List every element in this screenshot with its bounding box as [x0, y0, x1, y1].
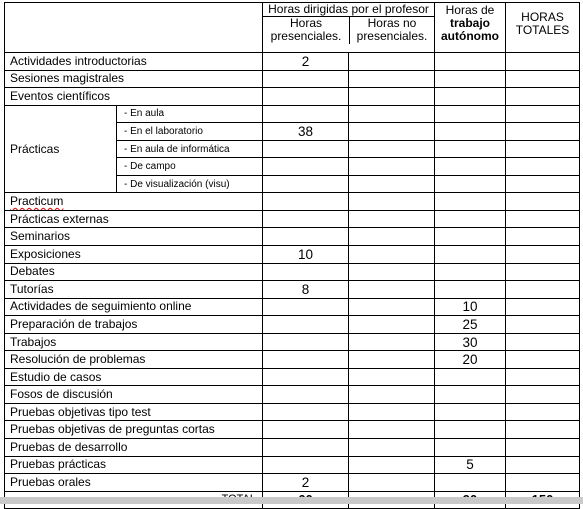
cell-autonomo: 25 [435, 316, 506, 334]
cell-total [506, 386, 580, 404]
activity-label-text: Prácticas externas [10, 211, 109, 226]
header-totales-line-1: HORAS [521, 10, 564, 24]
cell-total [506, 439, 580, 457]
table-row [5, 439, 580, 457]
cell-total [506, 53, 580, 71]
table-row [5, 53, 580, 71]
activity-label-text: Pruebas objetivas de preguntas cortas [10, 422, 215, 437]
cell-presencial: 8 [263, 281, 349, 299]
activity-label-text: Estudio de casos [10, 369, 102, 384]
cell-no-presencial [349, 228, 435, 246]
practicas-subtype: - De visualización (visu) [117, 175, 263, 193]
cell-no-presencial [349, 175, 435, 193]
activity-label [5, 456, 263, 474]
cell-presencial [263, 70, 349, 88]
cell-no-presencial [349, 421, 435, 439]
activity-label [5, 368, 263, 386]
cell-presencial: 2 [263, 53, 349, 71]
activity-label [5, 316, 263, 334]
cell-total [506, 105, 580, 123]
activity-label-text: Sesiones magistrales [10, 71, 125, 86]
hours-distribution-table [4, 2, 580, 509]
cell-presencial [263, 456, 349, 474]
practicas-subtype: - En aula [117, 105, 263, 123]
cell-total [506, 228, 580, 246]
header-presencial [263, 17, 350, 44]
cell-total [506, 70, 580, 88]
cell-total [506, 140, 580, 158]
cell-total [506, 456, 580, 474]
header-no-presencial-line-1: Horas no [367, 16, 417, 30]
table-row [5, 456, 580, 474]
cell-total [506, 333, 580, 351]
cell-presencial [263, 333, 349, 351]
activity-label [5, 70, 263, 88]
header-autonomo [435, 3, 506, 53]
cell-total [506, 351, 580, 369]
activity-label [5, 333, 263, 351]
cell-autonomo [435, 88, 506, 106]
table-row [5, 193, 580, 211]
cell-no-presencial [349, 368, 435, 386]
activity-label [5, 439, 263, 457]
cell-autonomo [435, 439, 506, 457]
activity-label-text: Actividades de seguimiento online [10, 299, 192, 314]
activity-label-text: Trabajos [10, 334, 57, 349]
table-body [5, 3, 580, 509]
cell-no-presencial [349, 246, 435, 264]
activity-label-text: Eventos científicos [10, 88, 111, 103]
cell-no-presencial [349, 70, 435, 88]
cell-no-presencial [349, 474, 435, 492]
cell-no-presencial [349, 105, 435, 123]
activity-label-text: Pruebas orales [10, 474, 91, 489]
practicas-subtype: - De campo [117, 158, 263, 176]
header-row [5, 3, 580, 53]
table-row [5, 368, 580, 386]
cell-no-presencial [349, 53, 435, 71]
table-row [5, 228, 580, 246]
cell-presencial [263, 351, 349, 369]
cell-presencial [263, 298, 349, 316]
header-autonomo-line-2: trabajo [449, 16, 490, 30]
cell-total [506, 158, 580, 176]
header-group-label: Horas dirigidas por el profesor [263, 3, 434, 17]
cell-total [506, 210, 580, 228]
cell-autonomo [435, 228, 506, 246]
cell-autonomo [435, 193, 506, 211]
cell-no-presencial [349, 298, 435, 316]
cell-no-presencial [349, 263, 435, 281]
table-row [5, 386, 580, 404]
cell-total [506, 88, 580, 106]
cell-presencial: 2 [263, 474, 349, 492]
cell-no-presencial [349, 140, 435, 158]
cell-no-presencial [349, 439, 435, 457]
activity-label-text: Fosos de discusión [10, 387, 113, 402]
cell-presencial [263, 88, 349, 106]
cell-autonomo: 20 [435, 351, 506, 369]
cell-presencial [263, 158, 349, 176]
cell-autonomo [435, 263, 506, 281]
cell-presencial [263, 210, 349, 228]
cell-total [506, 175, 580, 193]
header-no-presencial-line-2: presenciales. [356, 29, 428, 43]
cell-no-presencial [349, 316, 435, 334]
cell-autonomo [435, 175, 506, 193]
cell-autonomo [435, 474, 506, 492]
cell-autonomo: 10 [435, 298, 506, 316]
activity-label-text: Preparación de trabajos [10, 316, 138, 331]
activity-label-text: Seminarios [10, 229, 71, 244]
header-directed-hours [263, 3, 435, 53]
cell-presencial [263, 316, 349, 334]
cell-autonomo [435, 140, 506, 158]
cell-autonomo [435, 123, 506, 141]
cell-no-presencial [349, 403, 435, 421]
header-no-presencial [350, 17, 434, 44]
table-row [5, 474, 580, 492]
cell-presencial [263, 263, 349, 281]
cell-total [506, 263, 580, 281]
table-row [5, 421, 580, 439]
activity-label-text: Debates [10, 264, 55, 279]
cell-autonomo: 30 [435, 333, 506, 351]
activity-label-text: Resolución de problemas [10, 352, 146, 367]
header-totales [506, 3, 580, 53]
cell-no-presencial [349, 88, 435, 106]
table-row [5, 263, 580, 281]
cell-total [506, 246, 580, 264]
activity-label-text: Practicum [10, 194, 64, 209]
activity-label [5, 474, 263, 492]
activity-label-text: Pruebas prácticas [10, 457, 107, 472]
cell-presencial [263, 439, 349, 457]
cell-presencial [263, 193, 349, 211]
cell-presencial [263, 368, 349, 386]
cell-total [506, 281, 580, 299]
cell-autonomo [435, 105, 506, 123]
activity-label [5, 386, 263, 404]
cell-no-presencial [349, 123, 435, 141]
cell-no-presencial [349, 281, 435, 299]
cell-total [506, 368, 580, 386]
table-row [5, 210, 580, 228]
activity-label [5, 193, 263, 211]
cell-no-presencial [349, 351, 435, 369]
activity-label [5, 53, 263, 71]
cell-presencial [263, 175, 349, 193]
activity-label [5, 228, 263, 246]
bottom-band [0, 497, 583, 504]
cell-autonomo [435, 70, 506, 88]
cell-autonomo [435, 210, 506, 228]
table-row [5, 105, 580, 123]
cell-presencial [263, 403, 349, 421]
cell-presencial: 10 [263, 246, 349, 264]
activity-label [5, 298, 263, 316]
cell-total [506, 421, 580, 439]
activity-label [5, 421, 263, 439]
header-totales-line-2: TOTALES [515, 23, 570, 37]
table-row [5, 333, 580, 351]
activity-label [5, 403, 263, 421]
cell-presencial: 38 [263, 123, 349, 141]
cell-presencial [263, 386, 349, 404]
cell-presencial [263, 228, 349, 246]
header-autonomo-line-1: Horas de [445, 3, 495, 17]
table-row [5, 316, 580, 334]
header-presencial-line-2: presenciales. [270, 29, 342, 43]
header-blank-cell [5, 3, 263, 53]
cell-no-presencial [349, 456, 435, 474]
practicas-label: Prácticas [5, 105, 117, 193]
activity-label [5, 210, 263, 228]
activity-label [5, 351, 263, 369]
cell-autonomo [435, 368, 506, 386]
activity-label-text: Exposiciones [10, 246, 81, 261]
table-row [5, 351, 580, 369]
table-row [5, 246, 580, 264]
activity-label-text: Tutorías [10, 281, 54, 296]
cell-autonomo [435, 386, 506, 404]
table-row [5, 403, 580, 421]
table-row [5, 298, 580, 316]
cell-autonomo [435, 403, 506, 421]
cell-no-presencial [349, 333, 435, 351]
header-presencial-line-1: Horas [289, 16, 322, 30]
cell-presencial [263, 140, 349, 158]
activity-label [5, 263, 263, 281]
header-autonomo-line-3: autónomo [441, 29, 499, 43]
activity-label [5, 88, 263, 106]
cell-no-presencial [349, 193, 435, 211]
cell-no-presencial [349, 386, 435, 404]
cell-autonomo [435, 246, 506, 264]
cell-presencial [263, 421, 349, 439]
table-row [5, 281, 580, 299]
cell-presencial [263, 105, 349, 123]
cell-total [506, 316, 580, 334]
cell-total [506, 298, 580, 316]
cell-autonomo: 5 [435, 456, 506, 474]
cell-total [506, 403, 580, 421]
practicas-subtype: - En aula de informática [117, 140, 263, 158]
activity-label-text: Actividades introductorias [10, 53, 147, 68]
cell-autonomo [435, 421, 506, 439]
activity-label-text: Pruebas objetivas tipo test [10, 404, 151, 419]
activity-label [5, 281, 263, 299]
activity-label-text: Pruebas de desarrollo [10, 439, 128, 454]
cell-autonomo [435, 53, 506, 71]
practicas-subtype: - En el laboratorio [117, 123, 263, 141]
cell-total [506, 123, 580, 141]
table-row [5, 88, 580, 106]
cell-autonomo [435, 281, 506, 299]
table-row [5, 70, 580, 88]
activity-label [5, 246, 263, 264]
cell-no-presencial [349, 210, 435, 228]
cell-no-presencial [349, 158, 435, 176]
cell-autonomo [435, 158, 506, 176]
cell-total [506, 474, 580, 492]
cell-total [506, 193, 580, 211]
